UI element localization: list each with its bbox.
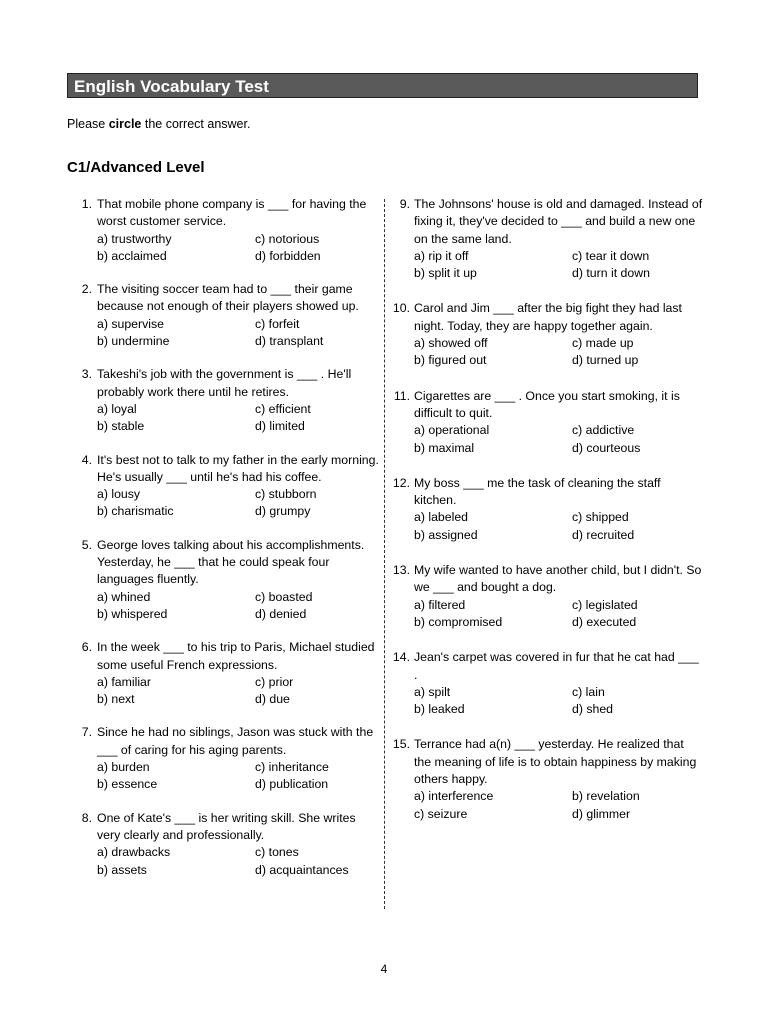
option[interactable]: c) prior — [255, 674, 294, 689]
option[interactable]: a) drawbacks — [97, 845, 171, 860]
option[interactable]: c) tear it down — [572, 248, 650, 263]
option[interactable]: d) courteous — [572, 440, 641, 455]
question-number: 9. — [399, 197, 410, 211]
option[interactable]: b) undermine — [97, 334, 170, 349]
option[interactable]: b) stable — [97, 419, 145, 434]
option[interactable]: a) labeled — [414, 510, 469, 525]
option[interactable]: a) lousy — [97, 487, 141, 502]
question-number: 14. — [392, 650, 410, 665]
option[interactable]: b) compromised — [414, 614, 503, 629]
option[interactable]: b) revelation — [572, 789, 640, 804]
question-number: 4. — [81, 452, 92, 467]
option[interactable]: c) inheritance — [255, 760, 329, 775]
question-text: My boss ___ me the task of cleaning the staff kitchen. — [414, 475, 661, 508]
option[interactable]: b) next — [97, 692, 135, 707]
option[interactable]: c) addictive — [572, 423, 635, 438]
option[interactable]: d) forbidden — [255, 248, 321, 263]
question-9 — [389, 196, 704, 282]
option[interactable]: b) leaked — [414, 702, 465, 717]
option[interactable]: a) whined — [97, 589, 151, 604]
option[interactable]: d) turn it down — [572, 266, 650, 281]
option[interactable]: d) grumpy — [255, 504, 311, 519]
option[interactable]: a) showed off — [414, 336, 488, 351]
option[interactable]: b) assigned — [414, 527, 478, 542]
question-text: The Johnsons' house is old and damaged. Instead of fixing it, they've decided to ___ and build a new one on the same land. — [414, 197, 703, 246]
question-2 — [72, 281, 380, 350]
instruction-text: Please circle the correct answer. — [67, 117, 251, 131]
question-number: 2. — [81, 282, 92, 297]
option[interactable]: d) shed — [572, 702, 614, 717]
question-4 — [72, 452, 380, 521]
question-15 — [389, 736, 704, 822]
page-title: English Vocabulary Test — [67, 73, 698, 98]
question-text: Terrance had a(n) ___ yesterday. He realized that the meaning of life is to obtain happiness by making others happy. — [414, 737, 697, 787]
option[interactable]: a) supervise — [97, 316, 164, 331]
column-divider — [384, 199, 385, 909]
question-number: 6. — [81, 640, 92, 655]
question-6 — [72, 639, 380, 708]
question-number: 5. — [81, 537, 92, 552]
option[interactable]: a) filtered — [414, 597, 466, 612]
option[interactable]: d) denied — [255, 606, 307, 621]
question-7 — [72, 724, 380, 793]
option[interactable]: d) transplant — [255, 334, 324, 349]
question-text: Takeshi's job with the government is ___ . He'll probably work there until he retires. — [97, 367, 352, 399]
question-text: Jean's carpet was covered in fur that he cat had ___ . — [414, 650, 699, 682]
option[interactable]: b) figured out — [414, 353, 487, 368]
option[interactable]: c) legislated — [572, 597, 638, 612]
option[interactable]: c) tones — [255, 845, 299, 860]
option[interactable]: d) executed — [572, 614, 637, 629]
option[interactable]: a) interference — [414, 789, 494, 804]
option[interactable]: d) acquaintances — [255, 862, 349, 877]
question-text: My wife wanted to have another child, but I didn't. So we ___ and bought a dog. — [414, 563, 702, 595]
question-number: 7. — [81, 725, 92, 740]
option[interactable]: d) limited — [255, 419, 305, 434]
question-text: It's best not to talk to my father in the early morning. He's usually ___ until he's had his coffee. — [97, 452, 379, 484]
question-number: 10. — [392, 301, 410, 316]
option[interactable]: c) made up — [572, 336, 634, 351]
question-text: In the week ___ to his trip to Paris, Michael studied some useful French expressions. — [97, 640, 375, 672]
level-heading: C1/Advanced Level — [67, 159, 205, 176]
question-number: 8. — [81, 810, 92, 825]
question-number: 13. — [392, 563, 410, 578]
option[interactable]: d) recruited — [572, 527, 635, 542]
option[interactable]: b) split it up — [414, 266, 477, 281]
option[interactable]: d) turned up — [572, 353, 639, 368]
option[interactable]: c) efficient — [255, 401, 311, 416]
question-column-left — [72, 196, 380, 879]
option[interactable]: d) glimmer — [572, 806, 631, 821]
question-text: Since he had no siblings, Jason was stuck with the ___ of caring for his aging parents. — [97, 725, 374, 757]
question-number: 11. — [393, 388, 410, 403]
question-text: Carol and Jim ___ after the big fight they had last night. Today, they are happy together again. — [414, 301, 682, 333]
option[interactable]: c) stubborn — [255, 487, 317, 502]
question-text: George loves talking about his accomplishments. Yesterday, he ___ that he could speak four languages fluently. — [97, 537, 365, 587]
question-column-right — [389, 196, 704, 823]
question-10 — [389, 300, 704, 369]
option[interactable]: c) seizure — [414, 806, 468, 821]
option[interactable]: b) assets — [97, 862, 147, 877]
option[interactable]: a) burden — [97, 760, 150, 775]
option[interactable]: a) familiar — [97, 674, 151, 689]
question-number: 1. — [81, 197, 92, 211]
question-12 — [389, 475, 704, 544]
question-text: Cigarettes are ___ . Once you start smoking, it is difficult to quit. — [414, 388, 680, 420]
option[interactable]: a) spilt — [414, 684, 451, 699]
option[interactable]: a) trustworthy — [97, 231, 172, 246]
option[interactable]: a) rip it off — [414, 248, 469, 263]
question-14 — [389, 649, 704, 718]
question-text: That mobile phone company is ___ for having the worst customer service. — [97, 197, 367, 229]
question-number: 15. — [392, 737, 410, 752]
question-text: One of Kate's ___ is her writing skill. She writes very clearly and professionally. — [97, 810, 356, 842]
question-8 — [72, 810, 380, 879]
option[interactable]: a) operational — [414, 423, 490, 438]
question-13 — [389, 562, 704, 631]
option[interactable]: b) whispered — [97, 606, 168, 621]
option[interactable]: c) shipped — [572, 510, 629, 525]
question-number: 3. — [81, 367, 92, 382]
page-number: 4 — [380, 962, 388, 976]
option[interactable]: b) charismatic — [97, 504, 174, 519]
question-1 — [72, 196, 380, 265]
option[interactable]: b) essence — [97, 777, 158, 792]
question-11 — [389, 388, 704, 457]
question-5 — [72, 537, 380, 623]
option[interactable]: a) loyal — [97, 401, 137, 416]
option[interactable]: c) forfeit — [255, 316, 300, 331]
question-text: The visiting soccer team had to ___ their game because not enough of their players showed up. — [97, 282, 359, 314]
option[interactable]: c) boasted — [255, 589, 313, 604]
option[interactable]: c) notorious — [255, 231, 320, 246]
option[interactable]: c) lain — [572, 684, 605, 699]
question-number: 12. — [392, 475, 410, 490]
option[interactable]: b) acclaimed — [97, 248, 167, 263]
option[interactable]: d) due — [255, 692, 290, 707]
question-3 — [72, 366, 380, 435]
option[interactable]: d) publication — [255, 777, 329, 792]
instruction-emphasis: circle — [108, 117, 142, 131]
option[interactable]: b) maximal — [414, 440, 475, 455]
